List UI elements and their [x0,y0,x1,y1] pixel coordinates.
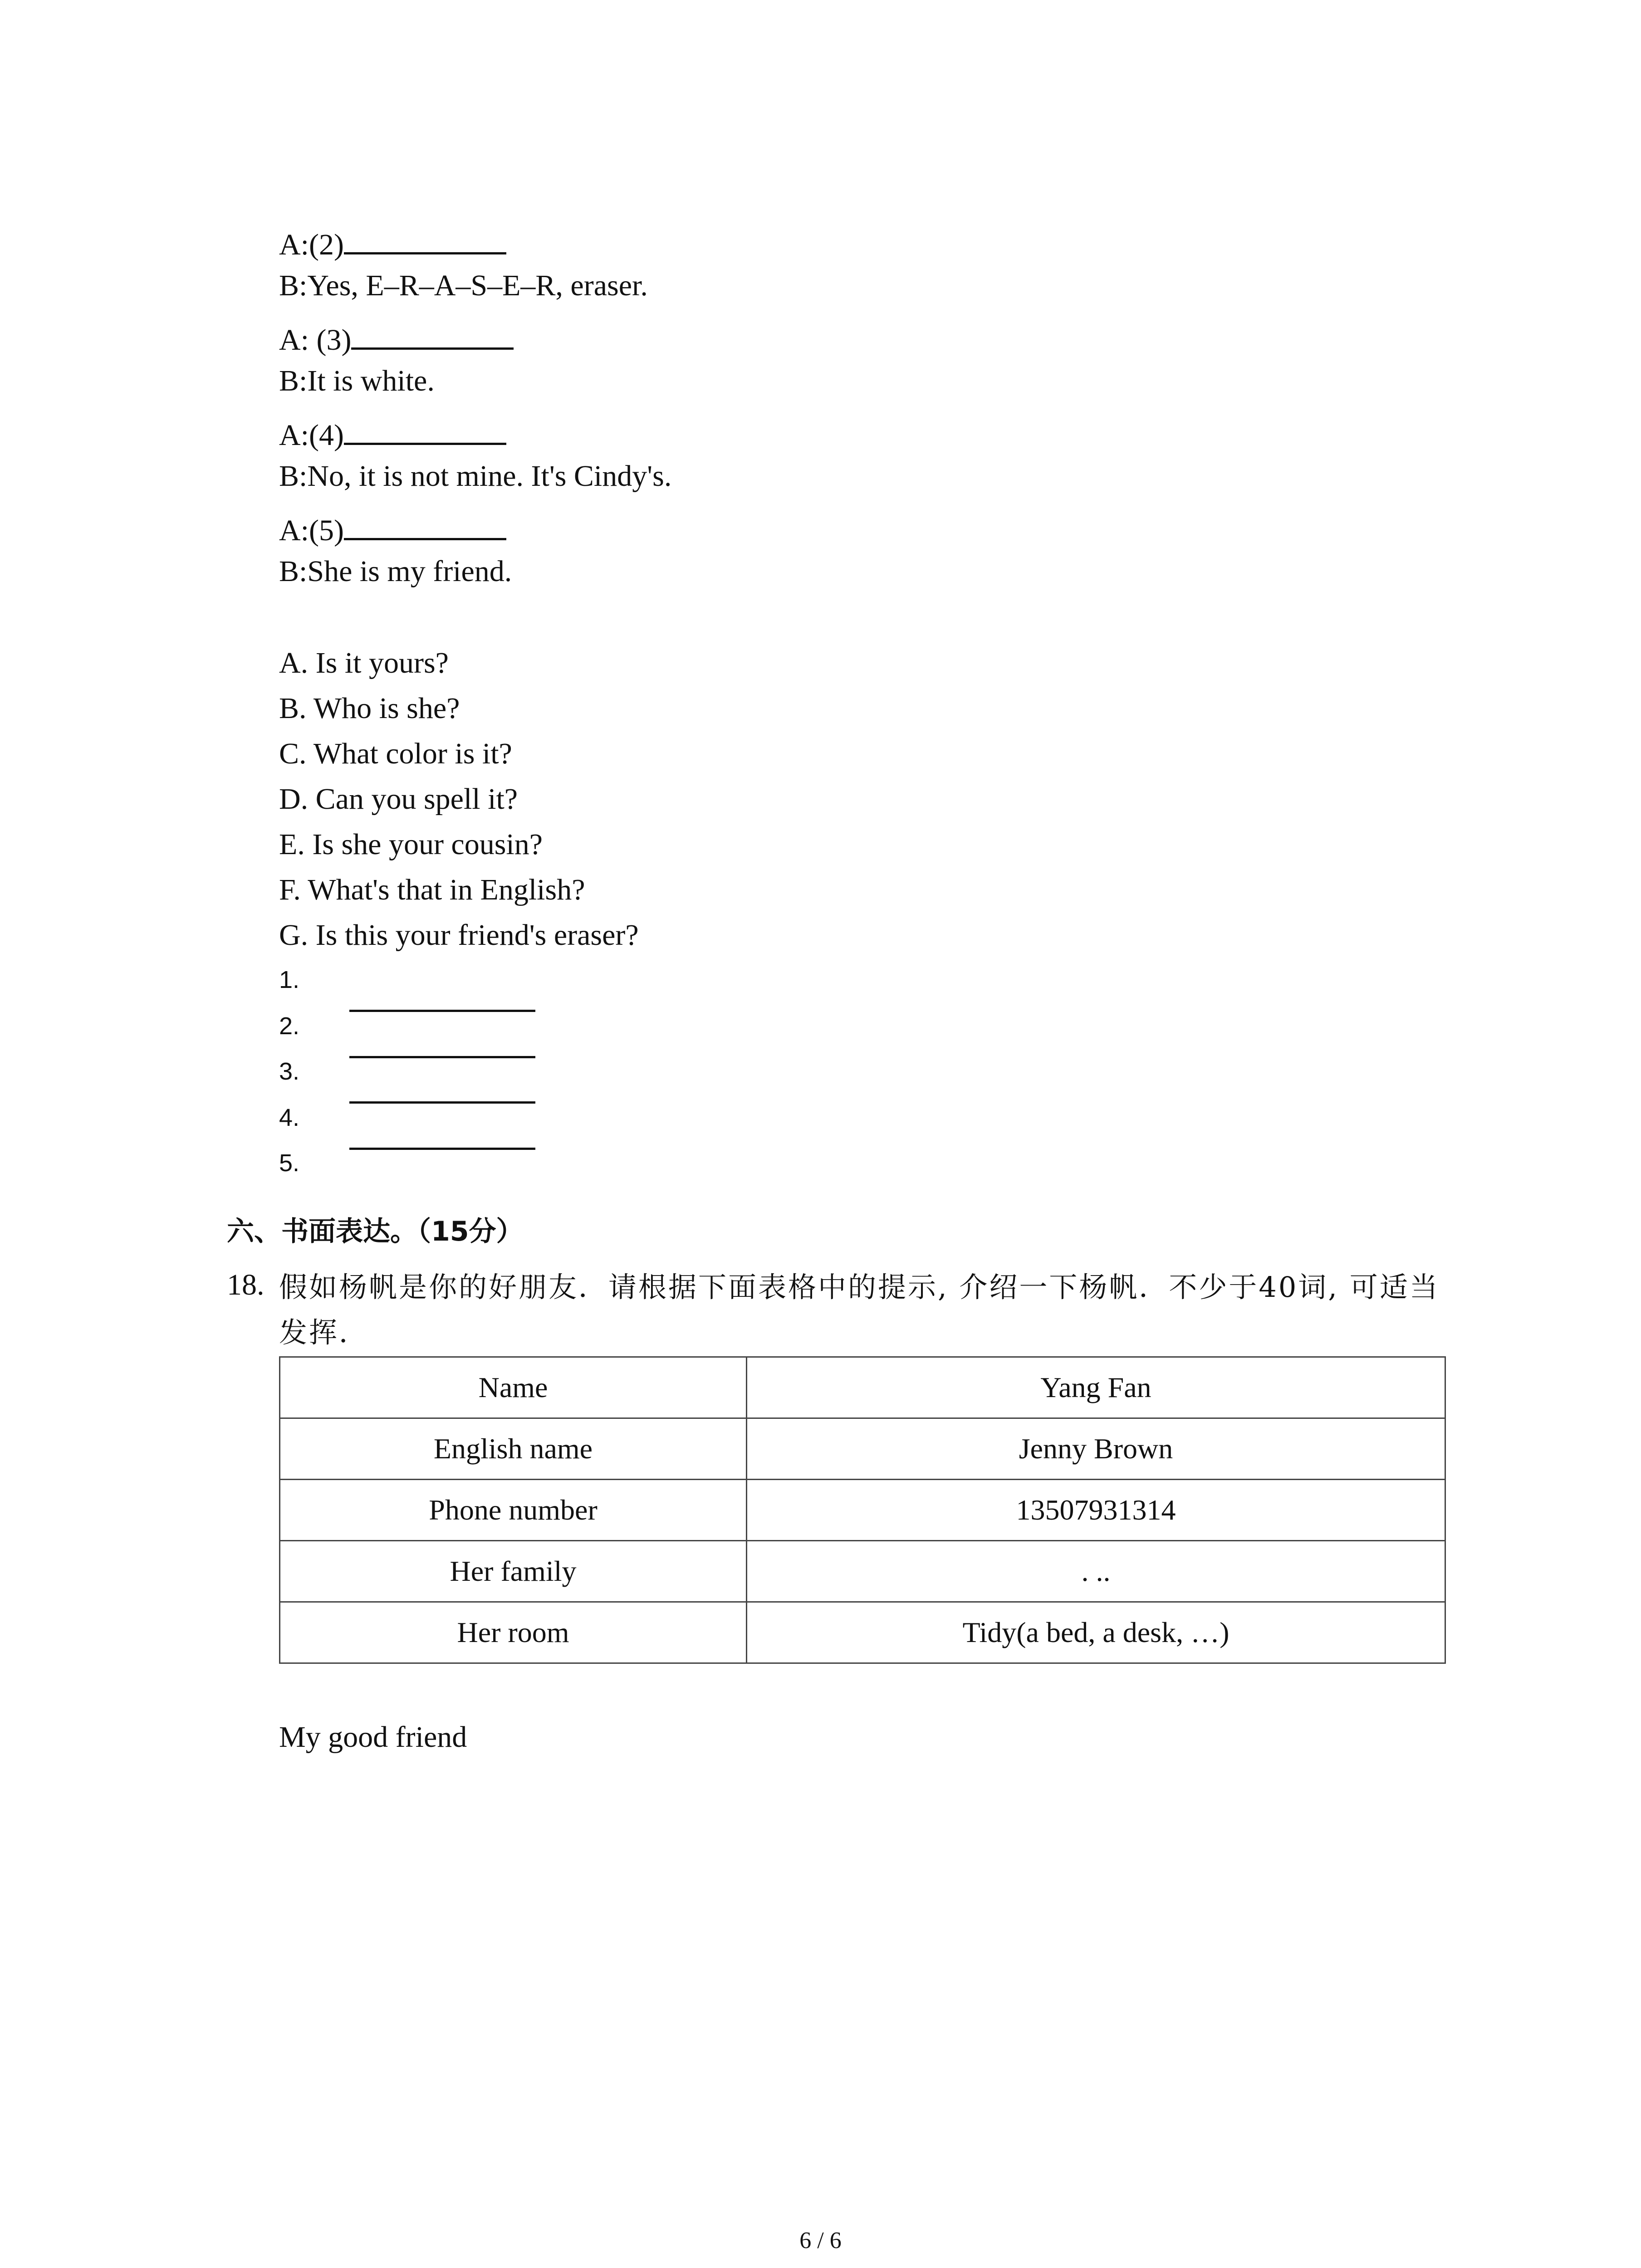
answer-blank-2[interactable] [344,222,506,254]
dialogue-text: B:Yes, E–R–A–S–E–R, eraser. [279,269,648,302]
answer-number-1: 1. [279,966,300,993]
answer-number-2: 2. [279,1012,300,1040]
option-b: B. Who is she? [279,692,460,725]
answer-line-1[interactable] [349,1010,535,1012]
option-d: D. Can you spell it? [279,782,518,816]
dialogue-line-1 [279,222,506,263]
answer-line-4[interactable] [349,1148,535,1150]
dialogue-text: A:(2) [279,228,344,261]
table-cell-label: Her family [280,1541,747,1602]
page-number: 6 / 6 [799,2228,842,2253]
answer-line-2[interactable] [349,1056,535,1058]
dialogue-text: B:No, it is not mine. It's Cindy's. [279,459,672,493]
dialogue-line-7 [279,508,506,549]
table-row [280,1418,1445,1480]
option-g: G. Is this your friend's eraser? [279,919,639,952]
dialogue-line-3 [279,318,514,358]
option-f: F. What's that in English? [279,873,585,906]
table-cell-value: Yang Fan [747,1357,1445,1418]
answer-blank-3[interactable] [351,318,514,350]
table-cell-value: Jenny Brown [747,1418,1445,1480]
dialogue-text: B:It is white. [279,364,435,397]
info-table [279,1356,1446,1664]
option-c: C. What color is it? [279,737,512,770]
dialogue-text: B:She is my friend. [279,555,512,588]
answer-number-4: 4. [279,1104,300,1131]
section-title: 六、书面表达。（15分） [227,1216,524,1247]
table-row [280,1480,1445,1541]
dialogue-line-4 [279,363,435,399]
dialogue-line-5 [279,413,506,454]
dialogue-text: A: (3) [279,323,352,357]
answer-number-3: 3. [279,1058,300,1085]
table-cell-label: Her room [280,1602,747,1663]
table-cell-label: Name [280,1357,747,1418]
answer-blank-4[interactable] [344,413,506,445]
dialogue-line-2 [279,268,648,304]
question-number: 18. [227,1268,265,1301]
table-row [280,1602,1445,1663]
option-e: E. Is she your cousin? [279,828,543,861]
table-cell-label: Phone number [280,1480,747,1541]
essay-title: My good friend [279,1721,467,1754]
answer-blank-5[interactable] [344,508,506,540]
dialogue-line-8 [279,553,512,590]
table-row [280,1357,1445,1418]
answer-number-5: 5. [279,1149,300,1177]
dialogue-text: A:(5) [279,514,344,547]
table-cell-value: 13507931314 [747,1480,1445,1541]
table-cell-value: . .. [747,1541,1445,1602]
table-cell-label: English name [280,1418,747,1480]
dialogue-text: A:(4) [279,419,344,452]
dialogue-line-6 [279,458,671,494]
answer-line-3[interactable] [349,1101,535,1104]
table-row [280,1541,1445,1602]
option-a: A. Is it yours? [279,646,449,679]
question-prompt: 假如杨帆是你的好朋友．请根据下面表格中的提示, 介绍一下杨帆．不少于40词, 可适当发挥． [279,1271,1440,1349]
table-cell-value: Tidy(a bed, a desk, …) [747,1602,1445,1663]
